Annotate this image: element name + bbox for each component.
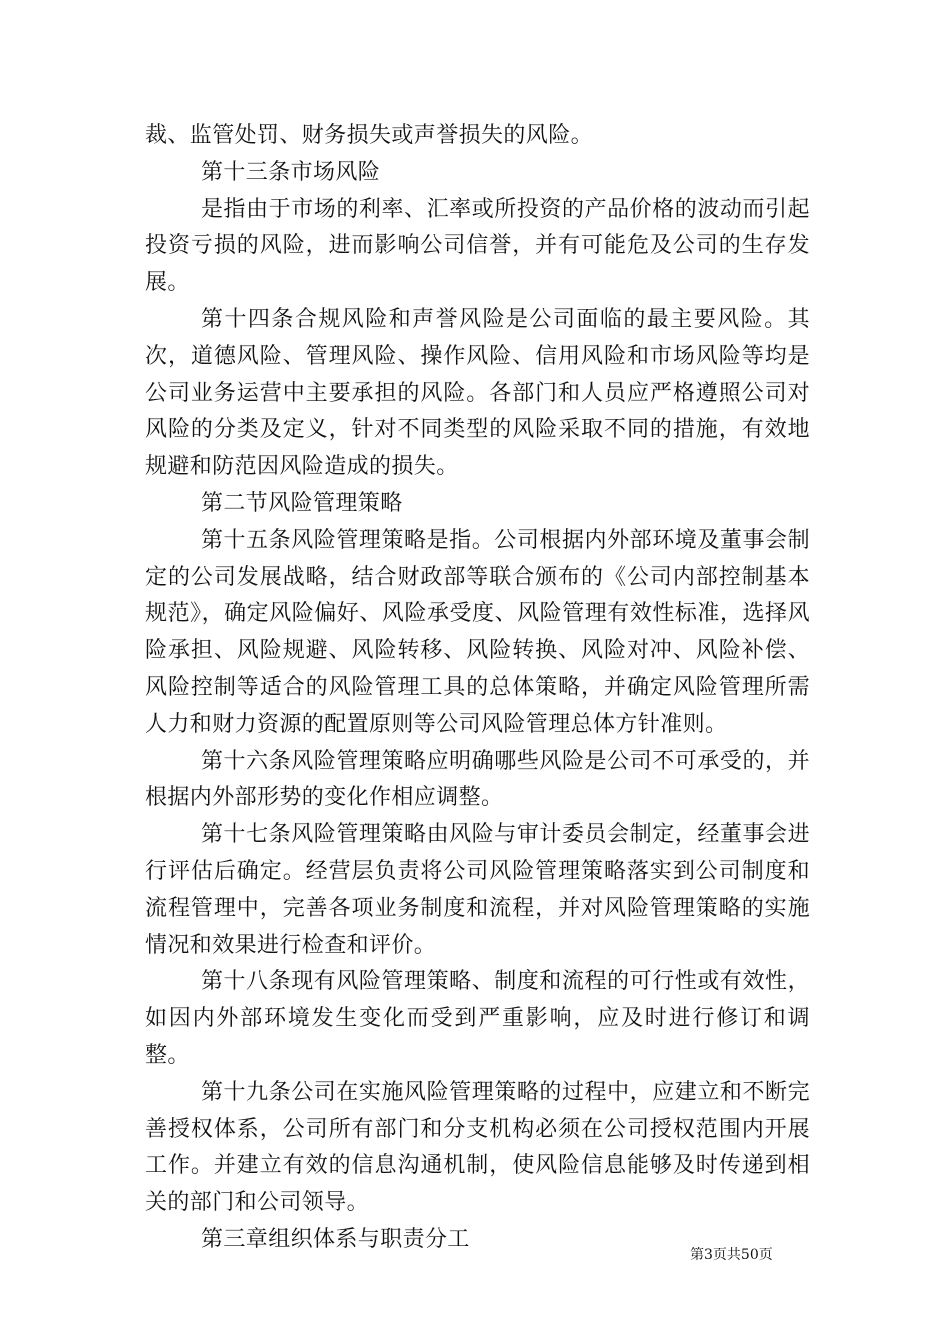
- article-14: 第十四条合规风险和声誉风险是公司面临的最主要风险。其次，道德风险、管理风险、操作风险、信用风险和市场风险等均是公司业务运营中主要承担的风险。各部门和人员应严格遵照公司对风险的分类及定义，针对不同类型的风险采取不同的措施，有效地规避和防范因风险造成的损失。: [145, 306, 810, 480]
- section-2-heading: 第二节风险管理策略: [201, 490, 403, 516]
- article-13-heading: 第十三条市场风险: [201, 159, 381, 185]
- page-number-footer: 第3页共50页: [690, 1247, 773, 1263]
- article-16: 第十六条风险管理策略应明确哪些风险是公司不可承受的，并根据内外部形势的变化作相应调整。: [145, 748, 810, 811]
- article-17: 第十七条风险管理策略由风险与审计委员会制定，经董事会进行评估后确定。经营层负责将公司风险管理策略落实到公司制度和流程管理中，完善各项业务制度和流程，并对风险管理策略的实施情况和效果进行检查和评价。: [145, 822, 810, 958]
- article-18: 第十八条现有风险管理策略、制度和流程的可行性或有效性，如因内外部环境发生变化而受到严重影响，应及时进行修订和调整。: [145, 969, 810, 1068]
- article-15: 第十五条风险管理策略是指。公司根据内外部环境及董事会制定的公司发展战略，结合财政部等联合颁布的《公司内部控制基本规范》，确定风险偏好、风险承受度、风险管理有效性标准，选择风险承担、风险规避、风险转移、风险转换、风险对冲、风险补偿、风险控制等适合的风险管理工具的总体策略，并确定风险管理所需人力和财力资源的配置原则等公司风险管理总体方针准则。: [145, 527, 810, 737]
- article-13-body: 是指由于市场的利率、汇率或所投资的产品价格的波动而引起投资亏损的风险，进而影响公司信誉，并有可能危及公司的生存发展。: [145, 196, 810, 296]
- chapter-3-heading: 第三章组织体系与职责分工: [201, 1226, 470, 1252]
- document-body: [145, 118, 810, 1259]
- article-19: 第十九条公司在实施风险管理策略的过程中，应建立和不断完善授权体系，公司所有部门和分支机构必须在公司授权范围内开展工作。并建立有效的信息沟通机制，使风险信息能够及时传递到相关的部门和公司领导。: [145, 1079, 810, 1216]
- paragraph-continuation: 裁、监管处罚、财务损失或声誉损失的风险。: [145, 123, 594, 148]
